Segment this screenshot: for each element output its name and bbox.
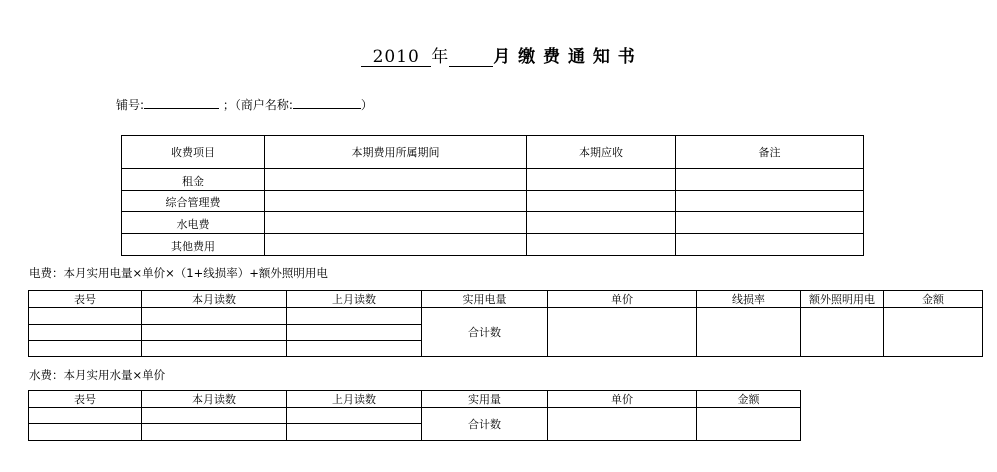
shop-no-blank[interactable] <box>144 96 219 109</box>
meter-no-cell[interactable] <box>29 424 142 441</box>
amount-cell[interactable] <box>527 169 676 191</box>
header-cell: 实用电量 <box>422 291 548 308</box>
meter-no-cell[interactable] <box>29 408 142 424</box>
period-cell[interactable] <box>265 191 527 212</box>
previous-reading-cell[interactable] <box>287 408 422 424</box>
amount-cell[interactable] <box>697 408 801 441</box>
year-suffix: 年 <box>431 47 450 67</box>
total-label: 合计数 <box>422 308 548 357</box>
unit-price-cell[interactable] <box>548 308 697 357</box>
line-loss-cell[interactable] <box>697 308 801 357</box>
header-cell: 本月读数 <box>142 291 287 308</box>
header-cell: 本期费用所属期间 <box>265 136 527 169</box>
shop-name-close: ） <box>360 98 373 112</box>
header-cell: 本月读数 <box>142 391 287 408</box>
current-reading-cell[interactable] <box>142 308 287 325</box>
previous-reading-cell[interactable] <box>287 424 422 441</box>
amount-cell[interactable] <box>527 212 676 234</box>
remark-cell[interactable] <box>676 191 864 212</box>
year-value: 2010 <box>372 47 420 67</box>
remark-cell[interactable] <box>676 212 864 234</box>
table-row <box>29 408 801 424</box>
table-row <box>122 234 864 256</box>
table-header-row <box>29 291 983 308</box>
remark-cell[interactable] <box>676 234 864 256</box>
month-blank <box>449 48 493 67</box>
shop-name-label: ；（商户名称: <box>222 98 293 112</box>
extra-lighting-cell[interactable] <box>801 308 884 357</box>
fee-item-label: 租金 <box>122 169 265 191</box>
amount-cell[interactable] <box>527 234 676 256</box>
header-cell: 备注 <box>676 136 864 169</box>
shop-name-blank[interactable] <box>293 96 361 109</box>
header-cell: 单价 <box>548 291 697 308</box>
period-cell[interactable] <box>265 212 527 234</box>
previous-reading-cell[interactable] <box>287 341 422 357</box>
header-cell: 表号 <box>29 391 142 408</box>
fee-item-label: 水电费 <box>122 212 265 234</box>
header-cell: 收费项目 <box>122 136 265 169</box>
electric-table <box>28 290 983 357</box>
period-cell[interactable] <box>265 169 527 191</box>
header-cell: 额外照明用电 <box>801 291 884 308</box>
fee-notice-table <box>121 135 864 256</box>
table-header-row <box>122 136 864 169</box>
header-cell: 上月读数 <box>287 291 422 308</box>
table-row <box>122 212 864 234</box>
header-cell: 表号 <box>29 291 142 308</box>
shop-info-line <box>116 96 373 113</box>
amount-cell[interactable] <box>884 308 983 357</box>
period-cell[interactable] <box>265 234 527 256</box>
year-blank <box>361 48 431 67</box>
table-row <box>122 169 864 191</box>
previous-reading-cell[interactable] <box>287 308 422 325</box>
header-cell: 线损率 <box>697 291 801 308</box>
header-cell: 实用量 <box>422 391 548 408</box>
current-reading-cell[interactable] <box>142 325 287 341</box>
total-label: 合计数 <box>422 408 548 441</box>
fee-item-label: 其他费用 <box>122 234 265 256</box>
table-header-row <box>29 391 801 408</box>
current-reading-cell[interactable] <box>142 341 287 357</box>
water-formula: 水费：本月实用水量×单价 <box>29 368 166 382</box>
table-row <box>122 191 864 212</box>
header-cell: 上月读数 <box>287 391 422 408</box>
meter-no-cell[interactable] <box>29 325 142 341</box>
unit-price-cell[interactable] <box>548 408 697 441</box>
meter-no-cell[interactable] <box>29 341 142 357</box>
previous-reading-cell[interactable] <box>287 325 422 341</box>
current-reading-cell[interactable] <box>142 424 287 441</box>
header-cell: 单价 <box>548 391 697 408</box>
header-cell: 金额 <box>884 291 983 308</box>
meter-no-cell[interactable] <box>29 308 142 325</box>
fee-item-label: 综合管理费 <box>122 191 265 212</box>
amount-cell[interactable] <box>527 191 676 212</box>
title-text: 月 缴 费 通 知 书 <box>493 47 636 67</box>
table-row <box>29 308 983 325</box>
header-cell: 本期应收 <box>527 136 676 169</box>
header-cell: 金额 <box>697 391 801 408</box>
remark-cell[interactable] <box>676 169 864 191</box>
shop-no-label: 铺号: <box>116 98 145 112</box>
water-table <box>28 390 801 441</box>
page-title <box>0 42 997 67</box>
current-reading-cell[interactable] <box>142 408 287 424</box>
electric-formula: 电费：本月实用电量×单价×（1+线损率）+额外照明用电 <box>29 266 328 280</box>
